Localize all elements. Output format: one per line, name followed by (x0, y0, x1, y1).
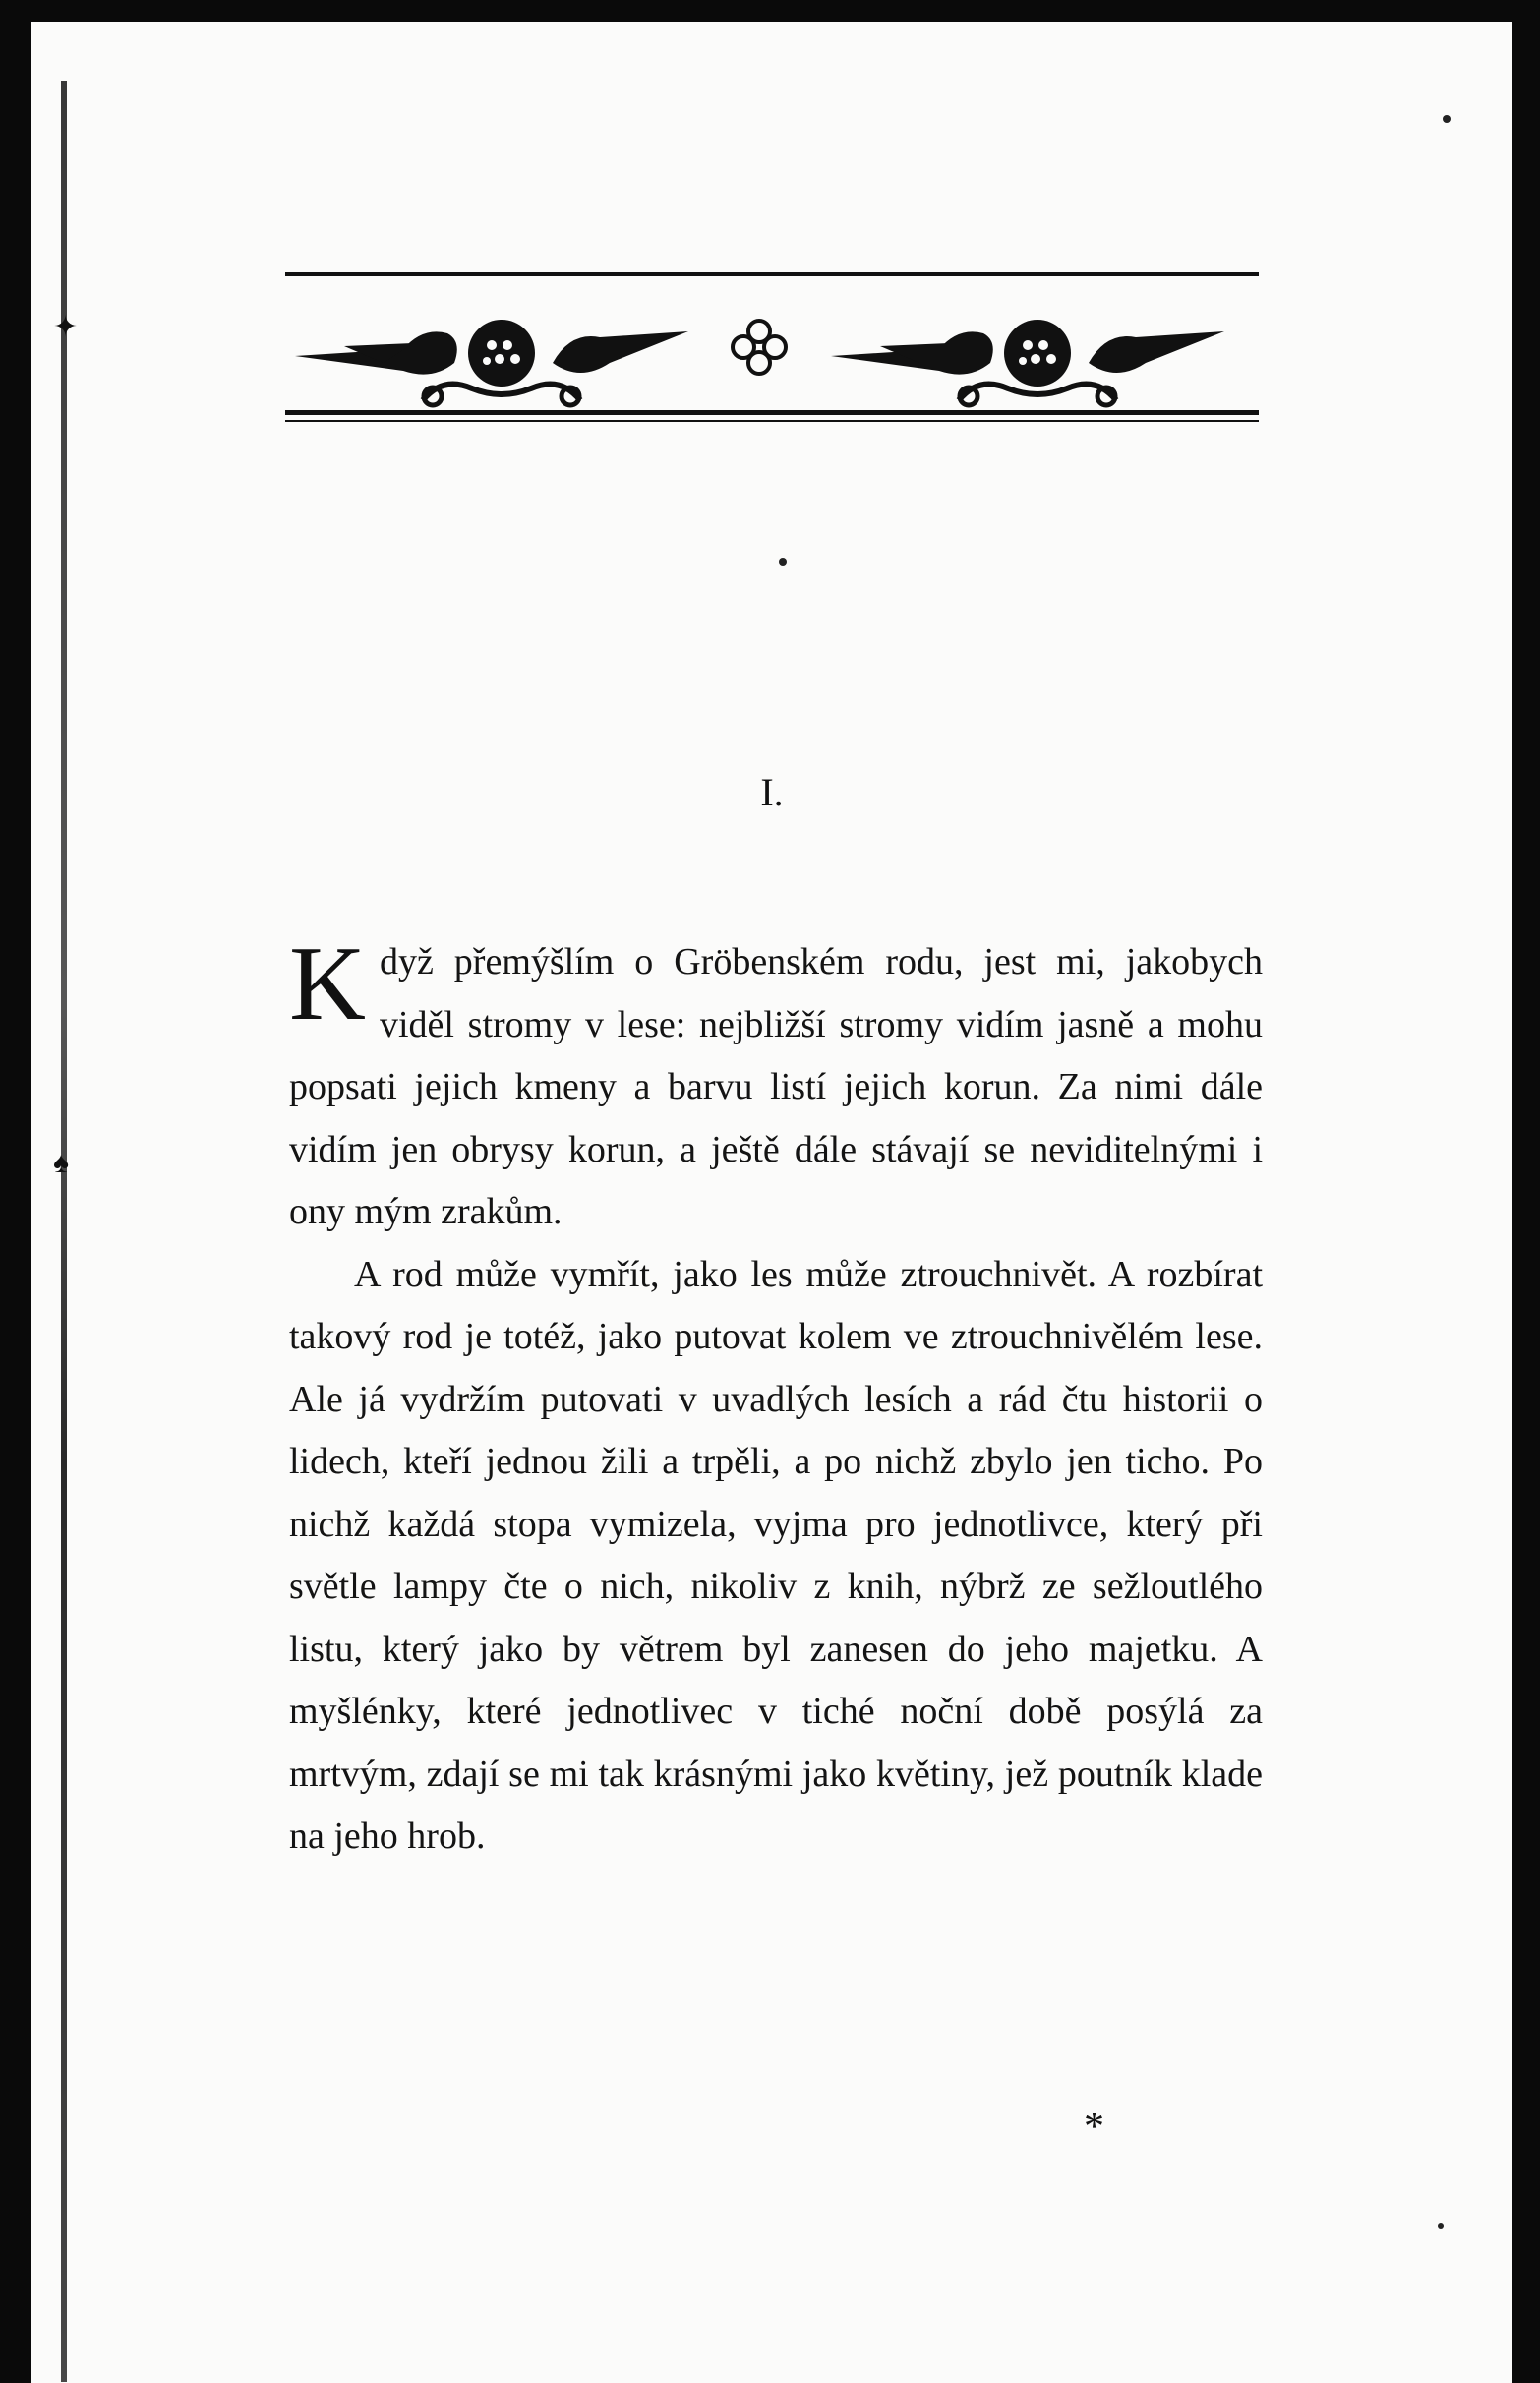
gutter-shadow (61, 81, 67, 2382)
birds-and-hearts-headpiece-icon (285, 272, 1259, 430)
paragraph-1-text: dyž přemýšlím o Gröbenském rodu, jest mi, jakobych viděl stromy v lese: nejbližší stromy vidím jasně a mohu popsati jejich kmeny a barvu listí jejich korun. Za nimi dále vidím jen obrysy korun, a ještě dále stávají se neviditelnými i ony mým zrakům. (289, 941, 1263, 1232)
chapter-text (289, 925, 1263, 1869)
paragraph-2: A rod může vymřít, jako les může ztrouchnivět. A rozbírat takový rod je totéž, jako putovat kolem ve ztrouchnivělém lese. Ale já vydržím putovati v uvadlých lesích a rád čtu historii o lidech, kteří jednou žili a trpěli, a po nichž zbylo jen ticho. Po nichž každá stopa vymizela, vyjma pro jednotlivce, který při světle lampy čte o nich, nikoliv z knih, nýbrž ze sežloutlého listu, který jako by větrem byl zanesen do jeho majetku. A myšlénky, které jednotlivec v tiché noční době posýlá za mrtvým, zdají se mi tak krásnými jako květiny, jež poutník klade na jeho hrob. (289, 1253, 1263, 1857)
ink-speck (1438, 2223, 1444, 2229)
drop-cap: K (289, 925, 366, 1043)
chapter-number: I. (760, 770, 784, 814)
paragraph-1 (289, 925, 1263, 1244)
gutter-mark: ✦ (53, 311, 79, 343)
ink-speck (779, 558, 787, 566)
asterisk-mark: * (1084, 2105, 1104, 2150)
gutter-mark: ♠ (53, 1147, 69, 1179)
book-page (31, 22, 1512, 2383)
ink-speck (1443, 115, 1451, 123)
